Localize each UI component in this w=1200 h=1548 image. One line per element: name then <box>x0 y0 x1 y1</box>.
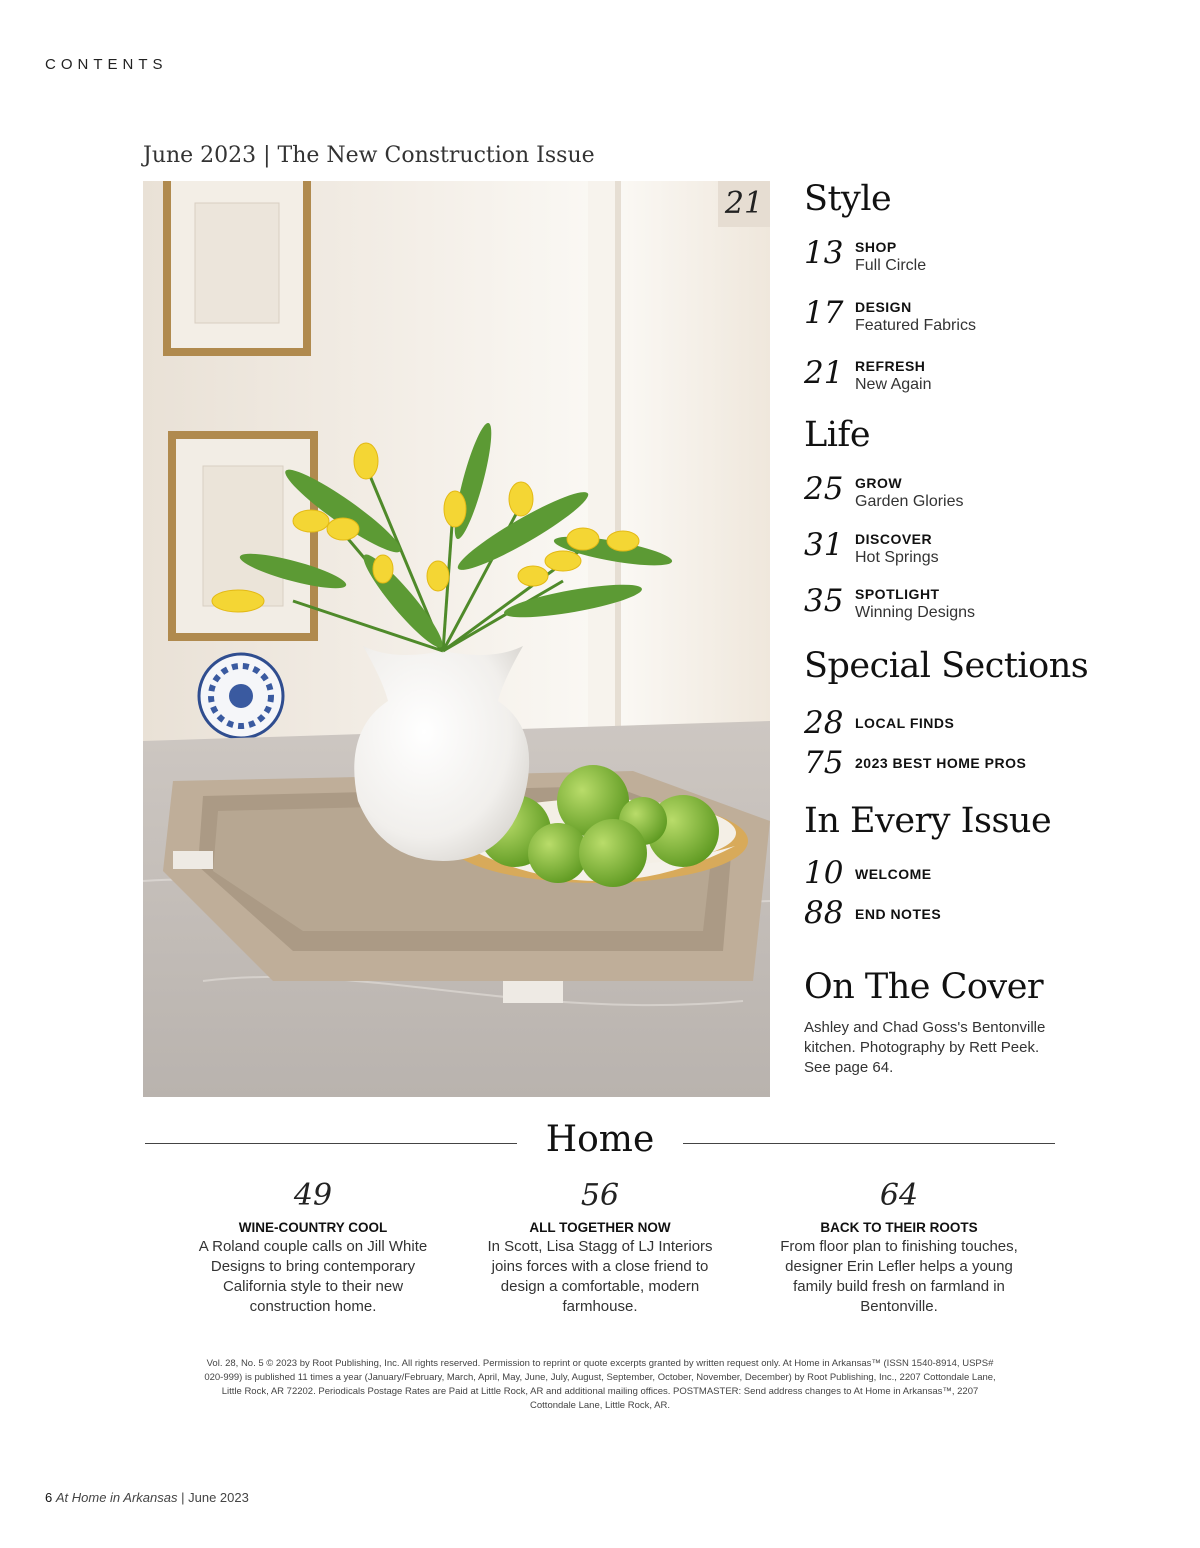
toc-page-number[interactable]: 17 <box>804 295 844 331</box>
toc-page-number[interactable]: 31 <box>804 527 844 563</box>
home-feature-category[interactable]: BACK TO THEIR ROOTS <box>820 1220 978 1235</box>
page-label: CONTENTS <box>45 56 168 73</box>
section-title-life: Life <box>804 415 871 455</box>
home-feature-page[interactable]: 56 <box>580 1178 620 1213</box>
folio-separator: | <box>181 1490 185 1505</box>
section-title-home: Home <box>545 1119 655 1160</box>
toc-title[interactable]: New Again <box>855 376 932 393</box>
home-feature-category[interactable]: ALL TOGETHER NOW <box>529 1220 671 1235</box>
toc-category: SHOP <box>855 239 897 255</box>
section-title-on-the-cover: On The Cover <box>804 967 1044 1007</box>
toc-title[interactable]: Featured Fabrics <box>855 317 976 334</box>
toc-category[interactable]: END NOTES <box>855 906 942 922</box>
toc-page-number[interactable]: 21 <box>804 355 844 391</box>
home-feature-page[interactable]: 64 <box>879 1178 919 1213</box>
toc-page-number[interactable]: 13 <box>804 235 844 271</box>
photo-page-number[interactable]: 21 <box>718 181 770 227</box>
home-feature-description: In Scott, Lisa Stagg of LJ Interiors joins forces with a close friend to design a comfortable, modern farmhouse. <box>487 1238 713 1315</box>
home-feature-category[interactable]: WINE-COUNTRY COOL <box>238 1220 388 1235</box>
toc-page-number[interactable]: 25 <box>804 471 844 507</box>
toc-page-number[interactable]: 10 <box>804 855 844 891</box>
divider-right <box>683 1143 1055 1144</box>
toc-category[interactable]: WELCOME <box>855 866 932 882</box>
toc-category: SPOTLIGHT <box>855 586 940 602</box>
toc-category[interactable]: LOCAL FINDS <box>855 715 955 731</box>
divider-left <box>145 1143 517 1144</box>
cover-photo-illustration <box>143 181 770 1097</box>
folio <box>45 1490 249 1505</box>
toc-page-number[interactable]: 35 <box>804 583 844 619</box>
home-feature[interactable] <box>470 1176 730 1317</box>
toc-category: REFRESH <box>855 358 926 374</box>
toc-page-number[interactable]: 28 <box>804 705 844 741</box>
home-feature[interactable] <box>183 1176 443 1317</box>
toc-title[interactable]: Hot Springs <box>855 549 939 566</box>
section-title-in-every-issue: In Every Issue <box>804 801 1052 841</box>
toc-category: DESIGN <box>855 299 912 315</box>
toc-category: GROW <box>855 475 903 491</box>
home-feature-description: A Roland couple calls on Jill White Designs to bring contemporary California style to their new construction home. <box>198 1238 428 1315</box>
section-title-special-sections: Special Sections <box>804 646 1089 686</box>
toc-page-number[interactable]: 88 <box>804 895 844 931</box>
toc-title[interactable]: Garden Glories <box>855 493 964 510</box>
section-title-style: Style <box>804 179 892 219</box>
toc-title[interactable]: Full Circle <box>855 257 927 274</box>
legal-notice: Vol. 28, No. 5 © 2023 by Root Publishing, Inc. All rights reserved. Permission to reprint or quote excerpts granted by written request only. At Home in Arkansas™ (ISSN 1540-8914, USPS# 020-999) is published 11 times a year (January/February, March, April, May, June, July, August, September, October, November, December) by Root Publishing, Inc., 2207 Cottondale Lane, Little Rock, AR 72202. Periodicals Postage Rates are Paid at Little Rock, AR and additional mailing offices. POSTMASTER: Send address changes to At Home in Arkansas™, 2207 Cottondale Lane, Little Rock, AR. <box>204 1358 996 1411</box>
home-feature-page[interactable]: 49 <box>293 1178 333 1213</box>
issue-line: June 2023 | The New Construction Issue <box>143 143 595 168</box>
toc-title[interactable]: Winning Designs <box>855 604 976 621</box>
folio-date: June 2023 <box>188 1490 249 1505</box>
toc-page-number[interactable]: 75 <box>804 745 844 781</box>
folio-publication: At Home in Arkansas <box>55 1490 178 1505</box>
home-feature-description: From floor plan to finishing touches, designer Erin Lefler helps a young family build fresh on farmland in Bentonville. <box>780 1238 1018 1315</box>
folio-page-number: 6 <box>45 1490 53 1505</box>
toc-category[interactable]: 2023 BEST HOME PROS <box>855 755 1027 771</box>
cover-description: Ashley and Chad Goss's Bentonville kitchen. Photography by Rett Peek. See page 64. <box>804 1019 1046 1076</box>
cover-photo <box>143 181 770 1097</box>
toc-category: DISCOVER <box>855 531 933 547</box>
home-feature[interactable] <box>769 1176 1029 1317</box>
